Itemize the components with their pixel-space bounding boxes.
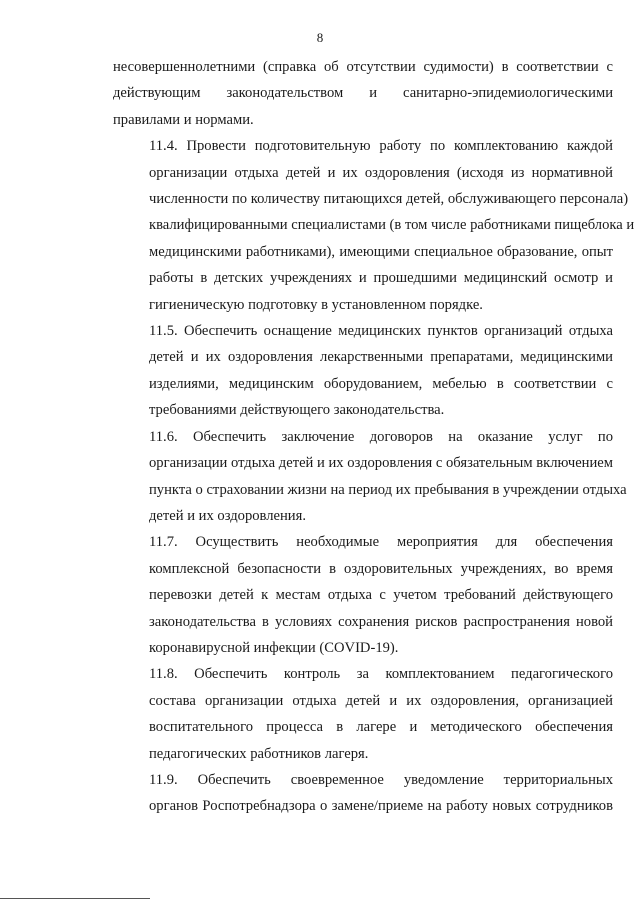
text-line: требованиями действующего законодательства. [149,402,445,419]
text-line: перевозки детей к местам отдыха с учетом требований действующего [149,587,613,604]
text-line: комплексной безопасности в оздоровительных учреждениях, во время [149,560,613,577]
text-line: 11.5. Обеспечить оснащение медицинских пунктов организаций отдыха [149,323,613,340]
text-line: изделиями, медицинским оборудованием, мебелью в соответствии с [149,375,613,392]
document-body [113,54,635,820]
text-line: детей и их оздоровления. [149,507,306,524]
paragraph-intro [113,54,613,133]
text-line: 11.8. Обеспечить контроль за комплектованием педагогического [149,666,613,683]
page-number: 8 [316,30,324,45]
paragraph-11-9 [113,767,613,820]
text-line: коронавирусной инфекции (COVID-19). [149,639,399,656]
paragraph-11-6 [113,424,627,530]
text-line: 11.4. Провести подготовительную работу по комплектованию каждой [149,138,613,155]
text-line: правилами и нормами. [113,111,254,128]
text-line: воспитательного процесса в лагере и методического обеспечения [149,719,613,736]
text-line: 11.9. Обеспечить своевременное уведомление территориальных [149,771,613,788]
paragraph-11-7 [113,529,613,661]
text-line: организации отдыха детей и их оздоровления (исходя из нормативной [149,164,613,181]
text-line: медицинскими работниками), имеющими специальное образование, опыт [149,243,613,260]
text-line: 11.7. Осуществить необходимые мероприятия для обеспечения [149,534,613,551]
text-line: органов Роспотребнадзора о замене/приеме на работу новых сотрудников [149,798,613,815]
text-line: действующим законодательством и санитарно-эпидемиологическими [113,85,613,102]
text-line: работы в детских учреждениях и прошедшими медицинский осмотр и [149,270,613,287]
text-line: детей и их оздоровления лекарственными препаратами, медицинскими [149,349,613,366]
text-line: несовершеннолетними (справка об отсутствии судимости) в соответствии с [113,59,613,75]
text-line: гигиеническую подготовку в установленном порядке. [149,296,483,313]
text-line: законодательства в условиях сохранения рисков распространения новой [149,613,613,630]
text-line: 11.6. Обеспечить заключение договоров на оказание услуг по [149,428,613,445]
text-line: квалифицированными специалистами (в том числе работниками пищеблока и [149,217,635,234]
text-line: состава организации отдыха детей и их оздоровления, организацией [149,692,613,709]
paragraph-11-8 [113,661,613,767]
text-line: численности по количеству питающихся детей, обслуживающего персонала) [149,191,629,208]
paragraph-11-5 [113,318,613,424]
paragraph-11-4 [113,133,635,318]
text-line: организации отдыха детей и их оздоровления с обязательным включением [149,455,613,472]
text-line: пункта о страховании жизни на период их пребывания в учреждении отдыха [149,481,627,498]
footer-divider [0,898,150,899]
text-line: педагогических работников лагеря. [149,745,369,762]
